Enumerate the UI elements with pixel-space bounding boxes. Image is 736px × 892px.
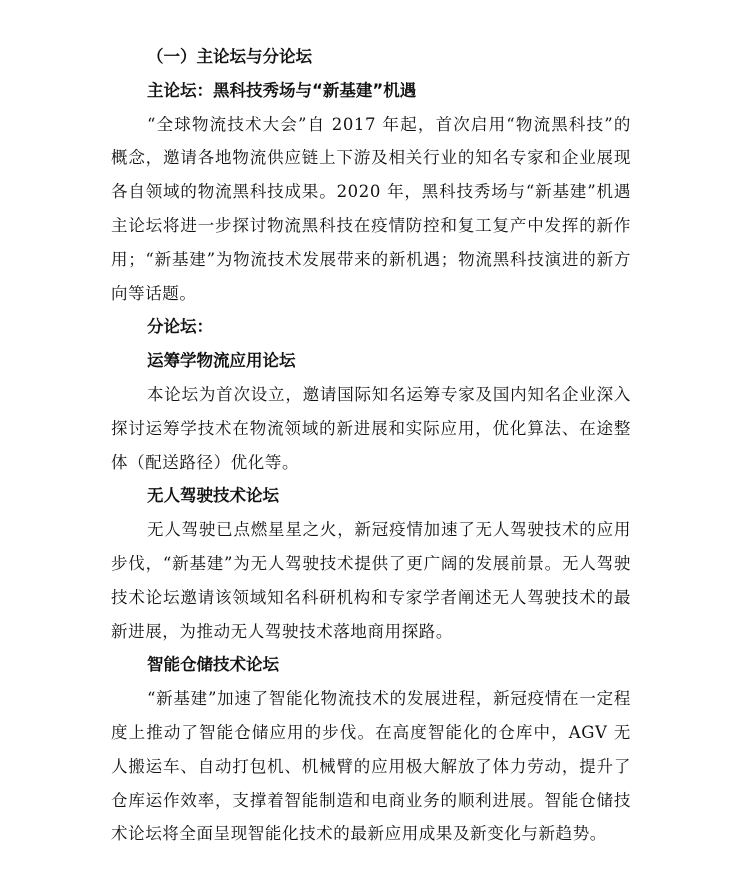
smart-warehousing-forum-heading: 智能仓储技术论坛 (147, 655, 279, 675)
autonomous-driving-forum-heading: 无人驾驶技术论坛 (147, 486, 279, 506)
operations-research-forum-heading: 运筹学物流应用论坛 (147, 351, 296, 371)
operations-research-forum-paragraph: 本论坛为首次设立，邀请国际知名运筹专家及国内知名企业深入探讨运筹学技术在物流领域的新进展和实际应用，优化算法、在途整体（配送路径）优化等。 (111, 384, 631, 472)
smart-warehousing-forum-paragraph: “新基建”加速了智能化物流技术的发展进程，新冠疫情在一定程度上推动了智能仓储应用的步伐。在高度智能化的仓库中，AGV 无人搬运车、自动打包机、机械臂的应用极大解放了体力劳动，提升了仓库运作效率，支撑着智能制造和电商业务的顺利进展。智能仓储技术论坛将全面呈现智能化技术的最新应用成果及新变化与新趋势。 (111, 689, 631, 844)
main-forum-paragraph: “全球物流技术大会”自 2017 年起，首次启用“物流黑科技”的概念，邀请各地物流供应链上下游及相关行业的知名专家和企业展现各自领域的物流黑科技成果。2020 年，黑科技秀场与“新基建”机遇主论坛将进一步探讨物流黑科技在疫情防控和复工复产中发挥的新作用；“新基建”为物流技术发展带来的新机遇；物流黑科技演进的新方向等话题。 (111, 114, 631, 303)
document-body (111, 40, 631, 851)
autonomous-driving-forum-paragraph: 无人驾驶已点燃星星之火，新冠疫情加速了无人驾驶技术的应用步伐，“新基建”为无人驾驶技术提供了更广阔的发展前景。无人驾驶技术论坛邀请该领域知名科研机构和专家学者阐述无人驾驶技术的最新进展，为推动无人驾驶技术落地商用探路。 (111, 520, 631, 641)
main-forum-heading: 主论坛：黑科技秀场与“新基建”机遇 (147, 80, 417, 100)
sub-forums-label: 分论坛： (147, 317, 213, 337)
section-title: （一）主论坛与分论坛 (147, 47, 312, 66)
